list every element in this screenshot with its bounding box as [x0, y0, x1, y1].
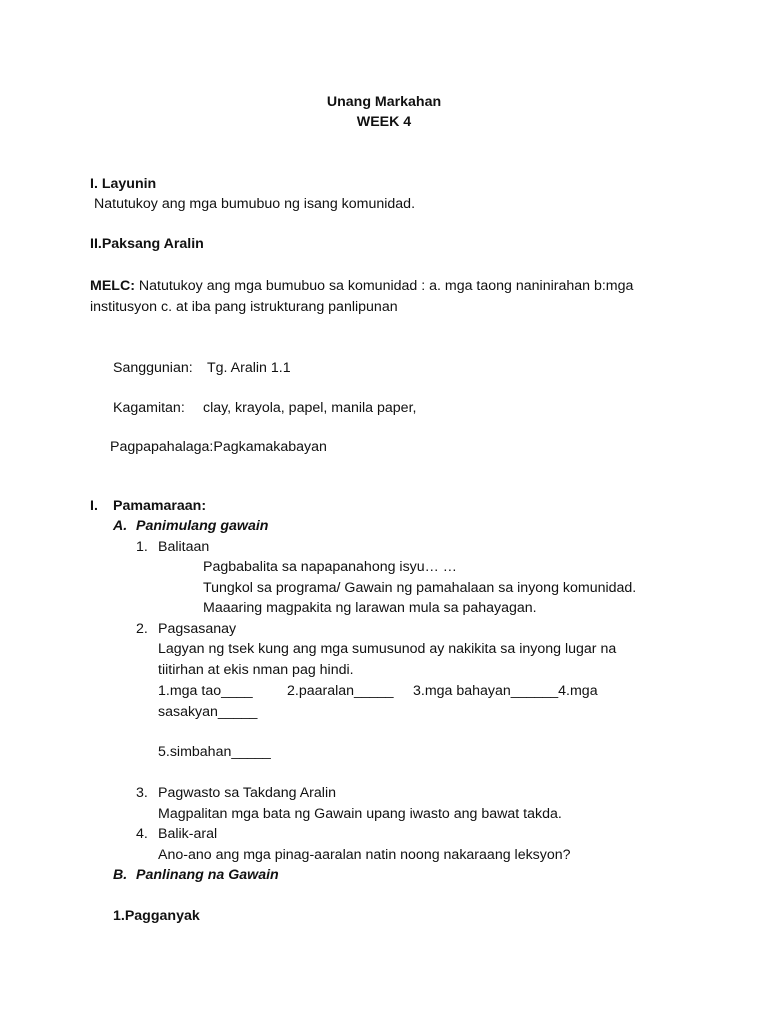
item-4-title: Balik-aral — [158, 826, 218, 842]
balitaan-line-1: Pagbabalita sa napapanahong isyu… … — [203, 559, 457, 575]
pagsasanay-choice-3: 3.mga bahayan______4.mga — [413, 683, 598, 699]
document-subtitle: WEEK 4 — [356, 114, 412, 130]
pamamaraan-number: I. — [90, 498, 98, 514]
pagganyak-heading: 1.Pagganyak — [113, 908, 200, 924]
pagsasanay-line-1: Lagyan ng tsek kung ang mga sumusunod ay nakikita sa inyong lugar na — [158, 641, 617, 657]
pamamaraan-heading: Pamamaraan: — [113, 498, 207, 514]
kagamitan-value: clay, krayola, papel, manila paper, — [203, 400, 417, 416]
item-3-number: 3. — [136, 785, 148, 801]
pagsasanay-line-2: tiitirhan at ekis nman pag hindi. — [158, 662, 354, 678]
sanggunian-value: Tg. Aralin 1.1 — [207, 360, 291, 376]
pagsasanay-choice-1: 1.mga tao____ — [158, 683, 253, 699]
section-a-heading: Panimulang gawain — [136, 518, 269, 534]
melc-line-1 — [90, 278, 633, 295]
sanggunian-label: Sanggunian: — [113, 360, 193, 376]
item-4-number: 4. — [136, 826, 148, 842]
item-2-number: 2. — [136, 621, 148, 637]
kagamitan-label: Kagamitan: — [113, 400, 185, 416]
pagpapahalaga-text: Pagpapahalaga:Pagkamakabayan — [110, 439, 327, 455]
balitaan-line-3: Maaaring magpakita ng larawan mula sa pahayagan. — [203, 600, 537, 616]
layunin-heading: I. Layunin — [90, 176, 157, 192]
item-3-title: Pagwasto sa Takdang Aralin — [158, 785, 336, 801]
layunin-text: Natutukoy ang mga bumubuo ng isang komunidad. — [94, 196, 416, 212]
melc-text-1: Natutukoy ang mga bumubuo sa komunidad : a. mga taong naninirahan b:mga — [138, 278, 634, 294]
paksang-aralin-heading: II.Paksang Aralin — [90, 236, 204, 252]
melc-line-2: institusyon c. at iba pang istrukturang panlipunan — [90, 299, 398, 315]
balitaan-line-2: Tungkol sa programa/ Gawain ng pamahalaan sa inyong komunidad. — [203, 580, 637, 596]
melc-label: MELC: — [90, 278, 135, 294]
item-2-title: Pagsasanay — [158, 621, 237, 637]
item-1-title: Balitaan — [158, 539, 210, 555]
item-1-number: 1. — [136, 539, 148, 555]
pagsasanay-choice-4: sasakyan_____ — [158, 704, 258, 720]
section-b-letter: B. — [113, 867, 128, 883]
pagsasanay-choice-5: 5.simbahan_____ — [158, 744, 271, 760]
pagsasanay-choice-2: 2.paaralan_____ — [287, 683, 394, 699]
balik-aral-text: Ano-ano ang mga pinag-aaralan natin noong nakaraang leksyon? — [158, 847, 571, 863]
section-b-heading: Panlinang na Gawain — [136, 867, 279, 883]
document-title: Unang Markahan — [326, 94, 442, 110]
section-a-letter: A. — [113, 518, 128, 534]
pagwasto-text: Magpalitan mga bata ng Gawain upang iwasto ang bawat takda. — [158, 806, 562, 822]
